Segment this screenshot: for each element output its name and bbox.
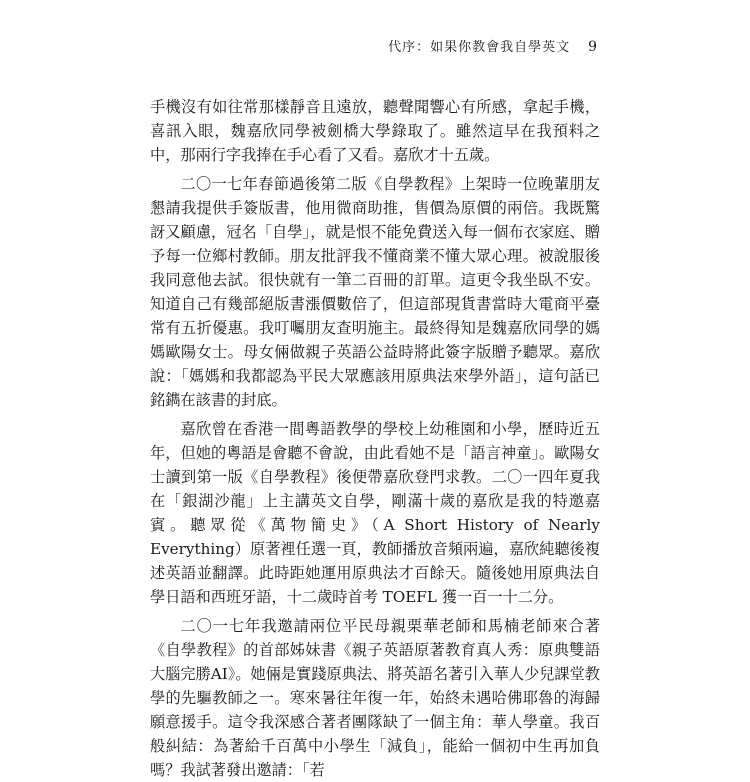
paragraph: 手機沒有如往常那樣靜音且遠放，聽聲聞響心有所感，拿起手機，喜訊入眼，魏嘉欣同學被劍橋大學錄取了。雖然這早在我預料之中，那兩行字我捧在手心看了又看。嘉欣才十五歲。 [150, 98, 600, 164]
running-header [150, 36, 598, 55]
page-number: 9 [588, 39, 598, 55]
paragraph: 二〇一七年春節過後第二版《自學教程》上架時一位晚輩朋友懇請我提供手簽版書，他用微商助推，售價為原價的兩倍。我既驚訝又顧慮，冠名「自學」，就是恨不能免費送入每一個布衣家庭、贈予每一位鄉村教師。朋友批評我不懂商業不懂大眾心理。被說服後我同意他去試。很快就有一筆二百冊的訂單。這更令我坐臥不安。知道自己有幾部絕版書漲價數倍了，但這部現貨書當時大電商平臺常有五折優惠。我叮囑朋友查明施主。最終得知是魏嘉欣同學的媽媽歐陽女士。母女倆做親子英語公益時將此簽字版贈予聽眾。嘉欣說：「媽媽和我都認為平民大眾應該用原典法來學外語」，這句話已銘鐫在該書的封底。 [150, 175, 600, 409]
paragraph: 二〇一七年我邀請兩位平民母親栗華老師和馬楠老師來合著《自學教程》的首部姊妹書《親子英語原著教育真人秀：原典雙語大腦完勝AI》。她倆是實踐原典法、將英語名著引入華人少兒課堂教學的先驅教師之一。寒來暑往年復一年，始終未遇哈佛耶魯的海歸願意援手。這令我深感合著者團隊缺了一個主角：華人學童。我百般糾結：為著給千百萬中小學生「減負」，能給一個初中生再加負嗎？我試著發出邀請：「若 [150, 617, 600, 779]
body-text [150, 95, 600, 782]
chapter-title: 代序：如果你教會我自學英文 [388, 40, 571, 55]
paragraph: 嘉欣曾在香港一間粵語教學的學校上幼稚園和小學，歷時近五年，但她的粵語是會聽不會說，由此看她不是「語言神童」。歐陽女士讀到第一版《自學教程》後便帶嘉欣登門求教。二〇一四年夏我在「銀湖沙龍」上主講英文自學，剛滿十歲的嘉欣是我的特邀嘉賓。聽眾從《萬物簡史》（A Short History of Nearly Everything）原著裡任選一頁，教師播放音頻兩遍，嘉欣純聽後複述英語並翻譯。此時距她運用原典法才百餘天。隨後她用原典法自學日語和西班牙語，十二歲時首考 TOEFL 獲一百一十二分。 [150, 420, 600, 606]
